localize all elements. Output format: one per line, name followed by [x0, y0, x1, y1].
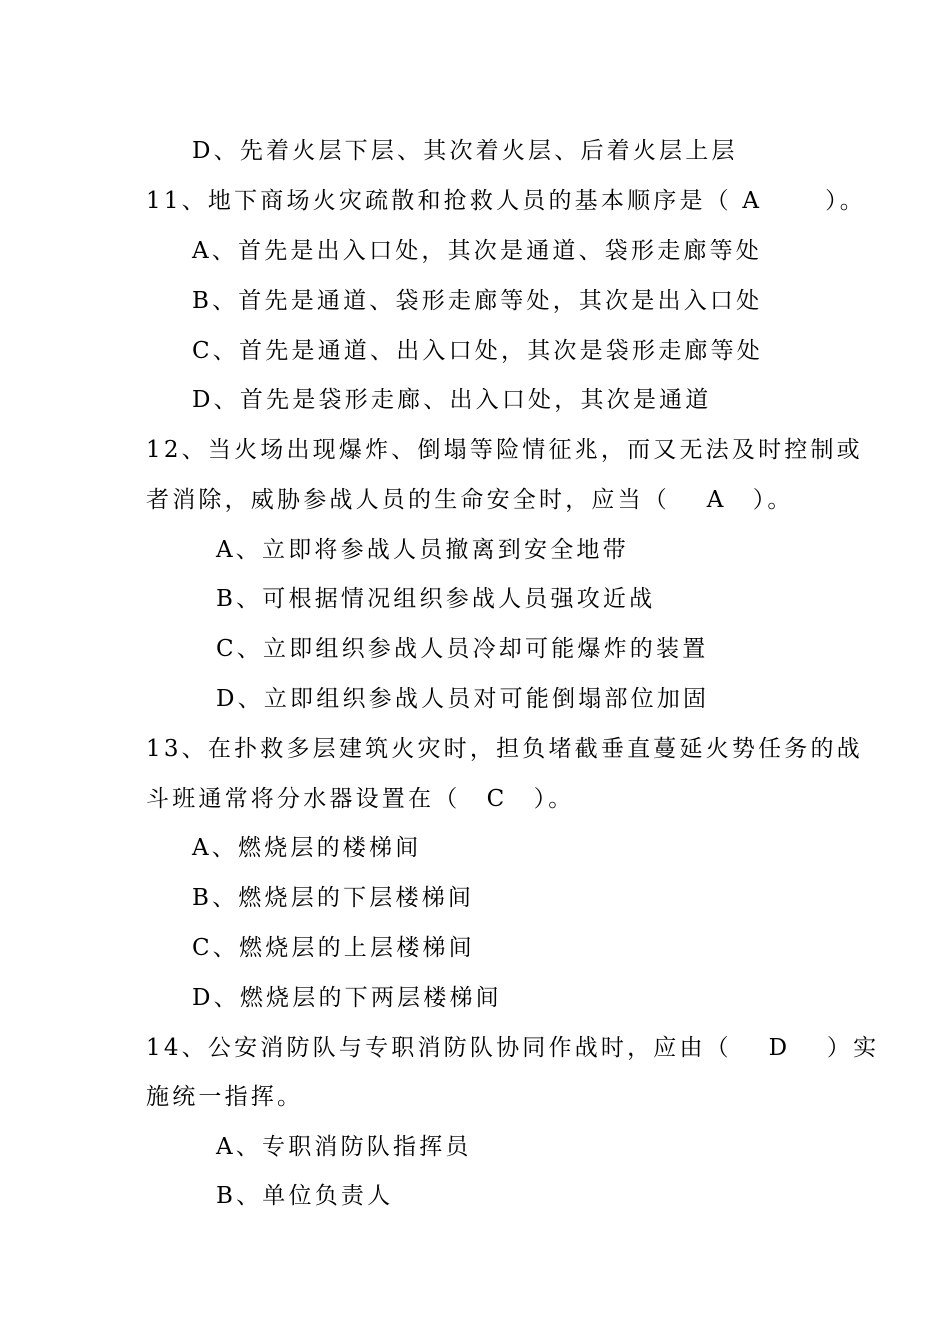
q13-option-b: B、燃烧层的下层楼梯间 [192, 885, 475, 911]
q13-option-a: A、燃烧层的楼梯间 [192, 835, 422, 861]
q12-option-d: D、立即组织参战人员对可能倒塌部位加固 [216, 686, 710, 712]
q13-stem-line1: 13、在扑救多层建筑火灾时，担负堵截垂直蔓延火势任务的战 [146, 736, 863, 762]
q12-option-a: A、立即将参战人员撤离到安全地带 [216, 537, 629, 563]
q11-option-a: A、首先是出入口处，其次是通道、袋形走廊等处 [192, 238, 763, 264]
q10-option-d: D、先着火层下层、其次着火层、后着火层上层 [192, 138, 738, 164]
q11-option-d: D、首先是袋形走廊、出入口处，其次是通道 [192, 387, 712, 413]
q12-stem-line1: 12、当火场出现爆炸、倒塌等险情征兆，而又无法及时控制或 [146, 437, 863, 463]
q11-option-c: C、首先是通道、出入口处，其次是袋形走廊等处 [192, 338, 763, 364]
q14-stem-line2: 施统一指挥。 [146, 1084, 304, 1110]
q11-stem: 11、地下商场火灾疏散和抢救人员的基本顺序是（ A ）。 [146, 188, 866, 214]
q11-option-b: B、首先是通道、袋形走廊等处，其次是出入口处 [192, 288, 763, 314]
q12-stem-line2: 者消除，威胁参战人员的生命安全时，应当（ A ）。 [146, 487, 794, 513]
q12-option-b: B、可根据情况组织参战人员强攻近战 [216, 586, 656, 612]
q14-option-a: A、专职消防队指挥员 [216, 1134, 472, 1160]
q13-stem-line2: 斗班通常将分水器设置在（ C ）。 [146, 786, 575, 812]
q12-option-c: C、立即组织参战人员冷却可能爆炸的装置 [216, 636, 709, 662]
q14-option-b: B、单位负责人 [216, 1183, 394, 1209]
q13-option-c: C、燃烧层的上层楼梯间 [192, 935, 475, 961]
q14-stem-line1: 14、公安消防队与专职消防队协同作战时，应由（ D ）实 [146, 1035, 880, 1061]
q13-option-d: D、燃烧层的下两层楼梯间 [192, 985, 502, 1011]
